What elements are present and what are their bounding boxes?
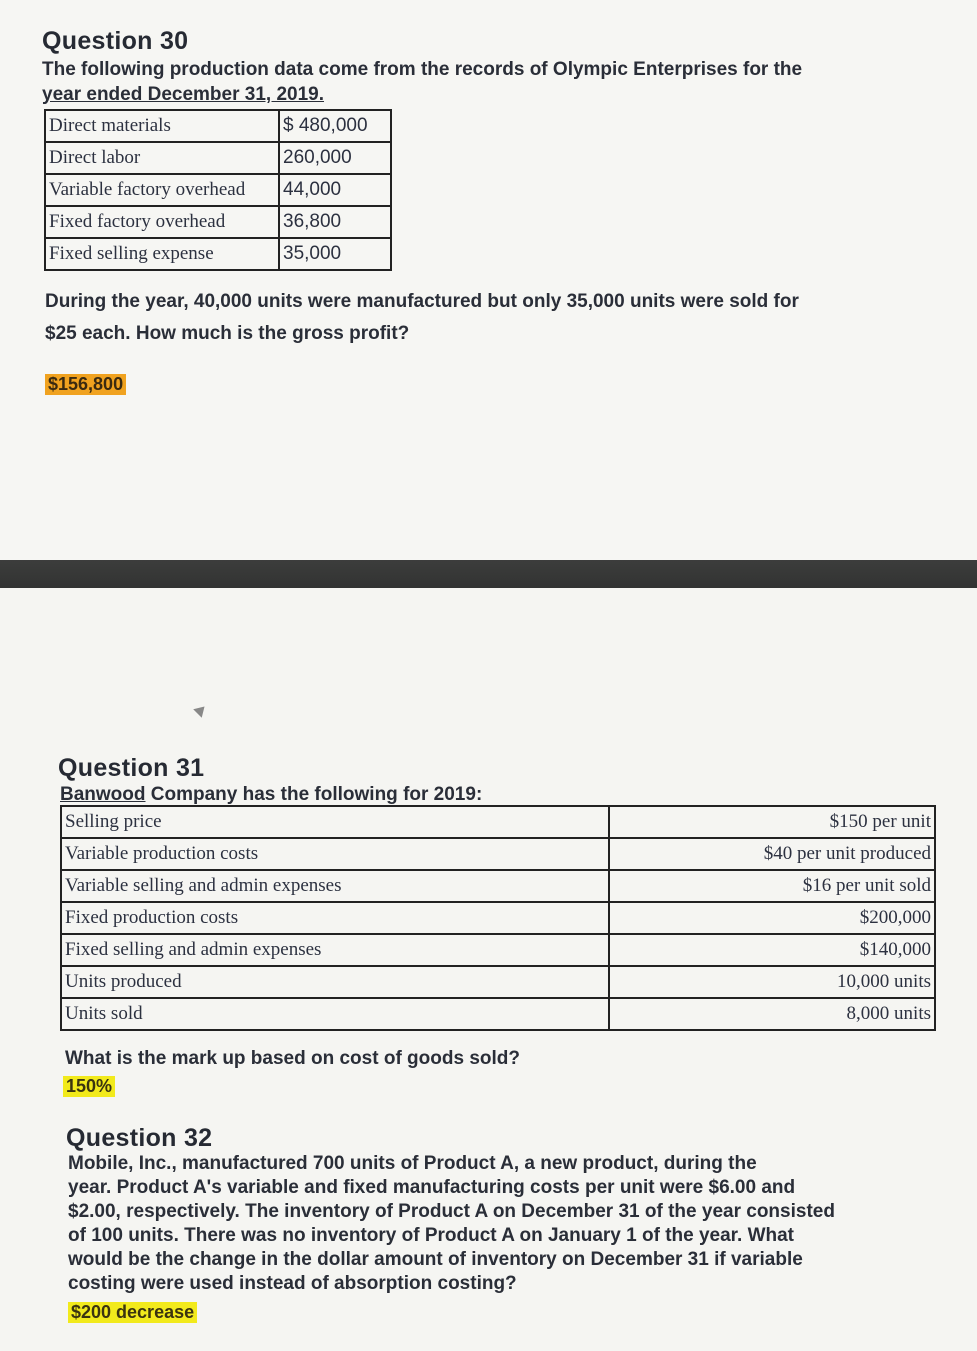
q31-answer: 150%: [63, 1076, 115, 1097]
q31-value: 8,000 units: [609, 998, 935, 1030]
q30-value: $ 480,000: [279, 110, 391, 142]
q31-value: $140,000: [609, 934, 935, 966]
q30-value: 35,000: [279, 238, 391, 270]
table-row: [61, 902, 935, 934]
q32-line: year. Product A's variable and fixed manufacturing costs per unit were $6.00 and: [68, 1177, 796, 1198]
table-row: [61, 870, 935, 902]
q32-line: Mobile, Inc., manufactured 700 units of Product A, a new product, during the: [68, 1153, 757, 1174]
q31-value: $150 per unit: [609, 806, 935, 838]
q30-label: Fixed factory overhead: [45, 206, 279, 238]
table-row: [45, 110, 391, 142]
q31-label: Units sold: [61, 998, 609, 1030]
table-row: [61, 806, 935, 838]
q32-line: would be the change in the dollar amount of inventory on December 31 if variable: [68, 1249, 803, 1270]
table-row: [45, 206, 391, 238]
table-row: [45, 238, 391, 270]
table-row: [45, 142, 391, 174]
q30-label: Fixed selling expense: [45, 238, 279, 270]
table-row: [45, 174, 391, 206]
q31-label: Variable production costs: [61, 838, 609, 870]
q31-label: Selling price: [61, 806, 609, 838]
q31-label: Fixed production costs: [61, 902, 609, 934]
q31-intro: [60, 783, 482, 807]
q31-label: Variable selling and admin expenses: [61, 870, 609, 902]
q30-question-line1: During the year, 40,000 units were manufactured but only 35,000 units were sold for: [45, 291, 799, 312]
q31-question: What is the mark up based on cost of goods sold?: [65, 1048, 520, 1069]
q31-title: Question 31: [58, 754, 205, 782]
q30-question-line2: $25 each. How much is the gross profit?: [45, 323, 410, 344]
q32-line: of 100 units. There was no inventory of Product A on January 1 of the year. What: [68, 1225, 795, 1246]
table-row: [61, 998, 935, 1030]
q32-line: costing were used instead of absorption costing?: [68, 1273, 517, 1294]
table-row: [61, 966, 935, 998]
q32-line: $2.00, respectively. The inventory of Product A on December 31 of the year consisted: [68, 1201, 835, 1222]
q31-label: Units produced: [61, 966, 609, 998]
q31-label: Fixed selling and admin expenses: [61, 934, 609, 966]
q31-company-name: Banwood: [60, 784, 146, 805]
q30-value: 44,000: [279, 174, 391, 206]
q32-answer: $200 decrease: [68, 1302, 197, 1323]
q31-cost-table: [60, 805, 936, 1031]
q31-intro-rest: Company has the following for 2019:: [145, 784, 483, 805]
q30-cost-table: [44, 109, 392, 271]
q31-value: $16 per unit sold: [609, 870, 935, 902]
q32-title: Question 32: [66, 1124, 213, 1152]
table-row: [61, 934, 935, 966]
q30-value: 260,000: [279, 142, 391, 174]
q31-value: $40 per unit produced: [609, 838, 935, 870]
table-row: [61, 838, 935, 870]
q30-intro-line2: year ended December 31, 2019.: [42, 84, 325, 105]
q30-value: 36,800: [279, 206, 391, 238]
q30-answer: $156,800: [45, 374, 126, 395]
q30-label: Direct labor: [45, 142, 279, 174]
q30-label: Variable factory overhead: [45, 174, 279, 206]
q31-value: 10,000 units: [609, 966, 935, 998]
q30-title: Question 30: [42, 27, 189, 55]
q31-value: $200,000: [609, 902, 935, 934]
q30-intro-line1: The following production data come from the records of Olympic Enterprises for the: [42, 59, 803, 80]
q30-label: Direct materials: [45, 110, 279, 142]
cursor-arrow-icon: [193, 702, 209, 718]
